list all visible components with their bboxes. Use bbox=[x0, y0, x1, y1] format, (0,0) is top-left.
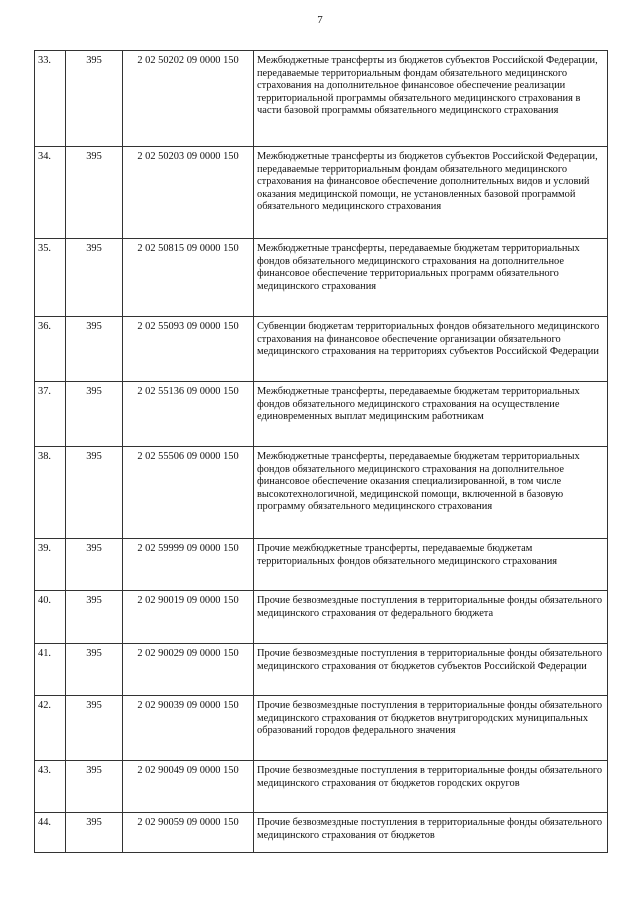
table-row bbox=[35, 51, 608, 147]
budget-classification-code: 2 02 50203 09 0000 150 bbox=[123, 147, 254, 239]
revenue-codes-table bbox=[34, 50, 608, 853]
table-row bbox=[35, 317, 608, 382]
budget-classification-code: 2 02 90039 09 0000 150 bbox=[123, 696, 254, 761]
table-row bbox=[35, 147, 608, 239]
budget-classification-code: 2 02 90059 09 0000 150 bbox=[123, 813, 254, 853]
table-body bbox=[35, 51, 608, 853]
budget-classification-code: 2 02 90049 09 0000 150 bbox=[123, 761, 254, 813]
budget-classification-code: 2 02 59999 09 0000 150 bbox=[123, 539, 254, 591]
budget-classification-code: 2 02 55506 09 0000 150 bbox=[123, 447, 254, 539]
admin-code: 395 bbox=[66, 147, 123, 239]
row-number: 41. bbox=[35, 644, 66, 696]
table-row bbox=[35, 696, 608, 761]
admin-code: 395 bbox=[66, 51, 123, 147]
row-number: 40. bbox=[35, 591, 66, 644]
budget-classification-code: 2 02 50202 09 0000 150 bbox=[123, 51, 254, 147]
row-number: 43. bbox=[35, 761, 66, 813]
income-description: Межбюджетные трансферты из бюджетов субъектов Российской Федерации, передаваемые территориальным фондам обязательного медицинского страхования на финансовое обеспечение дополнительных видов и условий оказания медицинской помощи, не установленных базовой программой обязательного медицинского страхования bbox=[254, 147, 608, 239]
row-number: 42. bbox=[35, 696, 66, 761]
income-description: Субвенции бюджетам территориальных фондов обязательного медицинского страхования на финансовое обеспечение организации обязательного медицинского страхования на территориях субъектов Российской Федерации bbox=[254, 317, 608, 382]
admin-code: 395 bbox=[66, 591, 123, 644]
budget-classification-code: 2 02 50815 09 0000 150 bbox=[123, 239, 254, 317]
admin-code: 395 bbox=[66, 813, 123, 853]
admin-code: 395 bbox=[66, 447, 123, 539]
income-description: Межбюджетные трансферты из бюджетов субъектов Российской Федерации, передаваемые территориальным фондам обязательного медицинского страхования на дополнительное финансовое обеспечение реализации территориальной программы обязательного медицинского страхования в части базовой программы обязательного медицинского страхования bbox=[254, 51, 608, 147]
row-number: 35. bbox=[35, 239, 66, 317]
row-number: 39. bbox=[35, 539, 66, 591]
admin-code: 395 bbox=[66, 761, 123, 813]
row-number: 33. bbox=[35, 51, 66, 147]
table-row bbox=[35, 813, 608, 853]
income-description: Прочие межбюджетные трансферты, передаваемые бюджетам территориальных фондов обязательного медицинского страхования bbox=[254, 539, 608, 591]
income-description: Прочие безвозмездные поступления в территориальные фонды обязательного медицинского страхования от бюджетов субъектов Российской Федерации bbox=[254, 644, 608, 696]
table-row bbox=[35, 539, 608, 591]
admin-code: 395 bbox=[66, 696, 123, 761]
income-description: Прочие безвозмездные поступления в территориальные фонды обязательного медицинского страхования от бюджетов bbox=[254, 813, 608, 853]
income-description: Прочие безвозмездные поступления в территориальные фонды обязательного медицинского страхования от бюджетов городских округов bbox=[254, 761, 608, 813]
budget-classification-code: 2 02 90019 09 0000 150 bbox=[123, 591, 254, 644]
admin-code: 395 bbox=[66, 317, 123, 382]
table-row bbox=[35, 591, 608, 644]
budget-classification-code: 2 02 90029 09 0000 150 bbox=[123, 644, 254, 696]
row-number: 44. bbox=[35, 813, 66, 853]
row-number: 36. bbox=[35, 317, 66, 382]
income-description: Прочие безвозмездные поступления в территориальные фонды обязательного медицинского страхования от бюджетов внутригородских муниципальных образований городов федерального значения bbox=[254, 696, 608, 761]
admin-code: 395 bbox=[66, 539, 123, 591]
admin-code: 395 bbox=[66, 239, 123, 317]
row-number: 38. bbox=[35, 447, 66, 539]
budget-classification-code: 2 02 55093 09 0000 150 bbox=[123, 317, 254, 382]
table-row bbox=[35, 447, 608, 539]
row-number: 34. bbox=[35, 147, 66, 239]
income-description: Межбюджетные трансферты, передаваемые бюджетам территориальных фондов обязательного медицинского страхования на осуществление единовременных выплат медицинским работникам bbox=[254, 382, 608, 447]
table-row bbox=[35, 761, 608, 813]
table-row bbox=[35, 382, 608, 447]
admin-code: 395 bbox=[66, 644, 123, 696]
table-row bbox=[35, 644, 608, 696]
row-number: 37. bbox=[35, 382, 66, 447]
admin-code: 395 bbox=[66, 382, 123, 447]
budget-classification-code: 2 02 55136 09 0000 150 bbox=[123, 382, 254, 447]
page-number: 7 bbox=[317, 14, 323, 26]
income-description: Прочие безвозмездные поступления в территориальные фонды обязательного медицинского страхования от федерального бюджета bbox=[254, 591, 608, 644]
table-row bbox=[35, 239, 608, 317]
income-description: Межбюджетные трансферты, передаваемые бюджетам территориальных фондов обязательного медицинского страхования на дополнительное финансовое обеспечение территориальных программ обязательного медицинского страхования bbox=[254, 239, 608, 317]
income-description: Межбюджетные трансферты, передаваемые бюджетам территориальных фондов обязательного медицинского страхования на дополнительное финансовое обеспечение оказания специализированной, в том числе высокотехнологичной, медицинской помощи, включенной в базовую программу обязательного медицинского страхования bbox=[254, 447, 608, 539]
